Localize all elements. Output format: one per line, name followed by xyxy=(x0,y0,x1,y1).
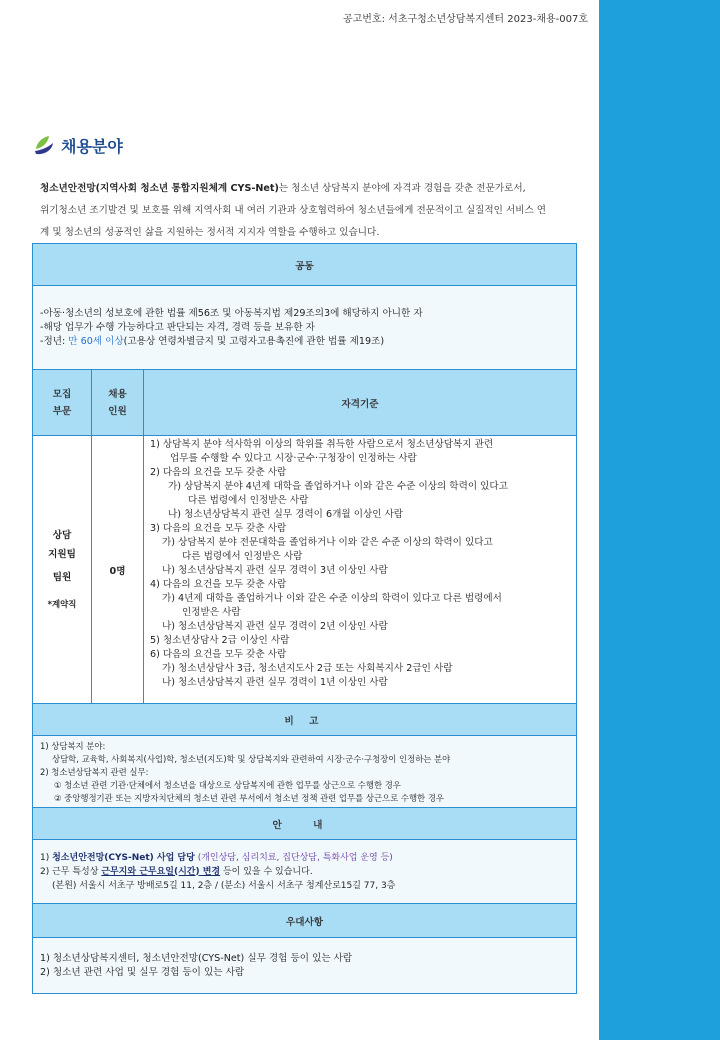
qual-line: 3) 다음의 요건을 모두 갖춘 사람 xyxy=(150,523,287,534)
guide-l2-rest: 등이 있을 수 있습니다. xyxy=(220,866,313,877)
intro-line3: 계 및 청소년의 성공적인 삶을 지원하는 정서적 지지자 역할을 수행하고 있습니다. xyxy=(40,227,380,238)
intro-bold: 청소년안전망(지역사회 청소년 통합지원체계 CYS-Net) xyxy=(40,183,279,194)
qual-line: 다른 법령에서 인정받은 사람 xyxy=(182,551,303,562)
common-line-3-prefix: -정년: xyxy=(40,335,69,347)
preference-header: 우대사항 xyxy=(33,904,577,938)
guide-l2-prefix: 2) 근무 특성상 xyxy=(40,866,102,877)
section-title xyxy=(33,134,123,157)
qual-line: 나) 청소년상담복지 관련 실무 경력이 3년 이상인 사람 xyxy=(162,565,388,576)
notice-number: 공고번호: 서초구청소년상담복지센터 2023-채용-007호 xyxy=(342,14,588,25)
qualification-column-header: 자격기준 xyxy=(144,370,577,436)
guide-l1-bold: 청소년안전망(CYS-Net) 사업 담당 xyxy=(52,852,195,863)
dept-header-line2: 부문 xyxy=(52,405,72,417)
leaf-icon xyxy=(33,135,55,157)
qual-line: 업무를 수행할 수 있다고 시장·군수·구청장이 인정하는 사람 xyxy=(170,453,417,464)
intro-paragraph xyxy=(40,178,580,244)
remarks-line: 상담학, 교육학, 사회복지(사업)학, 청소년(지도)학 및 상담복지와 관련하여 시장·군수·구청장이 인정하는 분야 xyxy=(52,754,451,764)
remarks-line: 2) 청소년상담복지 관련 실무: xyxy=(40,767,149,777)
remarks-line: 1) 상담복지 분야: xyxy=(40,741,106,751)
recruitment-table xyxy=(32,243,577,994)
retirement-age: 만 60세 이상 xyxy=(68,335,124,347)
common-header: 공동 xyxy=(33,244,577,286)
qual-line: 6) 다음의 요건을 모두 갖춘 사람 xyxy=(150,649,287,660)
qual-line: 2) 다음의 요건을 모두 갖춘 사람 xyxy=(150,467,287,478)
guide-l1-rest: (개인상담, 심리치료, 집단상담, 특화사업 운영 등) xyxy=(194,852,393,863)
preference-line: 1) 청소년상담복지센터, 청소년안전망(CYS-Net) 실무 경험 등이 있는 사람 xyxy=(40,952,353,964)
side-color-bar xyxy=(599,0,720,1040)
qual-line: 인정받은 사람 xyxy=(182,607,241,618)
qual-line: 가) 청소년상담사 3급, 청소년지도사 2급 또는 사회복지사 2급인 사람 xyxy=(162,663,453,674)
common-line-2: -해당 업무가 수행 가능하다고 판단되는 자격, 경력 등을 보유한 자 xyxy=(40,321,315,333)
guide-line-2 xyxy=(40,865,576,879)
position-line3: 팀원 xyxy=(52,571,72,583)
common-content xyxy=(33,286,577,370)
position-line2: 지원팀 xyxy=(48,548,76,560)
qual-line: 가) 상담복지 분야 전문대학을 졸업하거나 이와 같은 수준 이상의 학력이 있다고 xyxy=(162,537,493,548)
contract-note: *계약직 xyxy=(47,598,77,609)
qual-line: 나) 청소년상담복지 관련 실무 경력이 6개월 이상인 사람 xyxy=(168,509,404,520)
position-line1: 상담 xyxy=(52,529,72,541)
common-line-3 xyxy=(40,335,576,349)
hire-count: 0명 xyxy=(92,436,144,704)
count-header-line1: 채용 xyxy=(108,388,127,400)
qual-line: 4) 다음의 요건을 모두 갖춘 사람 xyxy=(150,579,287,590)
remarks-line: ② 중앙행정기관 또는 지방자치단체의 청소년 관련 부서에서 청소년 정책 관련 업무를 상근으로 수행한 경우 xyxy=(54,793,444,803)
common-line-1: -아동·청소년의 성보호에 관한 법률 제56조 및 아동복지법 제29조의3에 해당하지 아니한 자 xyxy=(40,307,423,319)
qualification-list xyxy=(144,436,577,704)
qual-line: 가) 4년제 대학을 졸업하거나 이와 같은 수준 이상의 학력이 있다고 다른 법령에서 xyxy=(162,593,502,604)
guide-l2-bold: 근무지와 근무요일(시간) 변경 xyxy=(101,866,221,877)
preference-content xyxy=(33,938,577,994)
count-header-line2: 인원 xyxy=(108,405,127,417)
preference-line: 2) 청소년 관련 사업 및 실무 경험 등이 있는 사람 xyxy=(40,966,245,978)
qual-line: 나) 청소년상담복지 관련 실무 경력이 1년 이상인 사람 xyxy=(162,677,388,688)
remarks-content xyxy=(33,736,577,808)
intro-line2: 위기청소년 조기발견 및 보호를 위해 지역사회 내 여러 기관과 상호협력하여 청소년들에게 전문적이고 실질적인 서비스 연 xyxy=(40,205,547,216)
qual-line: 가) 상담복지 분야 4년제 대학을 졸업하거나 이와 같은 수준 이상의 학력이 있다고 xyxy=(168,481,508,492)
guide-line-3: (본원) 서울시 서초구 방배로5길 11, 2층 / (분소) 서울시 서초구 청계산로15길 77, 3층 xyxy=(52,880,396,891)
qual-line: 1) 상담복지 분야 석사학위 이상의 학위를 취득한 사람으로서 청소년상담복지 관련 xyxy=(150,439,494,450)
intro-line1: 는 청소년 상담복지 분야에 자격과 경험을 갖춘 전문가로서, xyxy=(278,183,526,194)
dept-header-line1: 모집 xyxy=(52,388,72,400)
qual-line: 다른 법령에서 인정받은 사람 xyxy=(188,495,309,506)
guide-content xyxy=(33,840,577,904)
dept-column-header xyxy=(33,370,92,436)
common-line-3-rest: (고용상 연령차별금지 및 고령자고용촉진에 관한 법률 제19조) xyxy=(123,335,385,347)
qual-line: 나) 청소년상담복지 관련 실무 경력이 2년 이상인 사람 xyxy=(162,621,388,632)
guide-line-1 xyxy=(40,851,576,865)
count-column-header xyxy=(92,370,144,436)
remarks-header: 비 고 xyxy=(33,704,577,736)
guide-header: 안 내 xyxy=(33,808,577,840)
section-title-text: 채용분야 xyxy=(61,137,123,156)
remarks-line: ① 청소년 관련 기관·단체에서 청소년을 대상으로 상담복지에 관한 업무를 상근으로 수행한 경우 xyxy=(54,780,401,790)
qual-line: 5) 청소년상담사 2급 이상인 사람 xyxy=(150,635,290,646)
guide-l1-prefix: 1) xyxy=(40,852,53,863)
position-cell xyxy=(33,436,92,704)
